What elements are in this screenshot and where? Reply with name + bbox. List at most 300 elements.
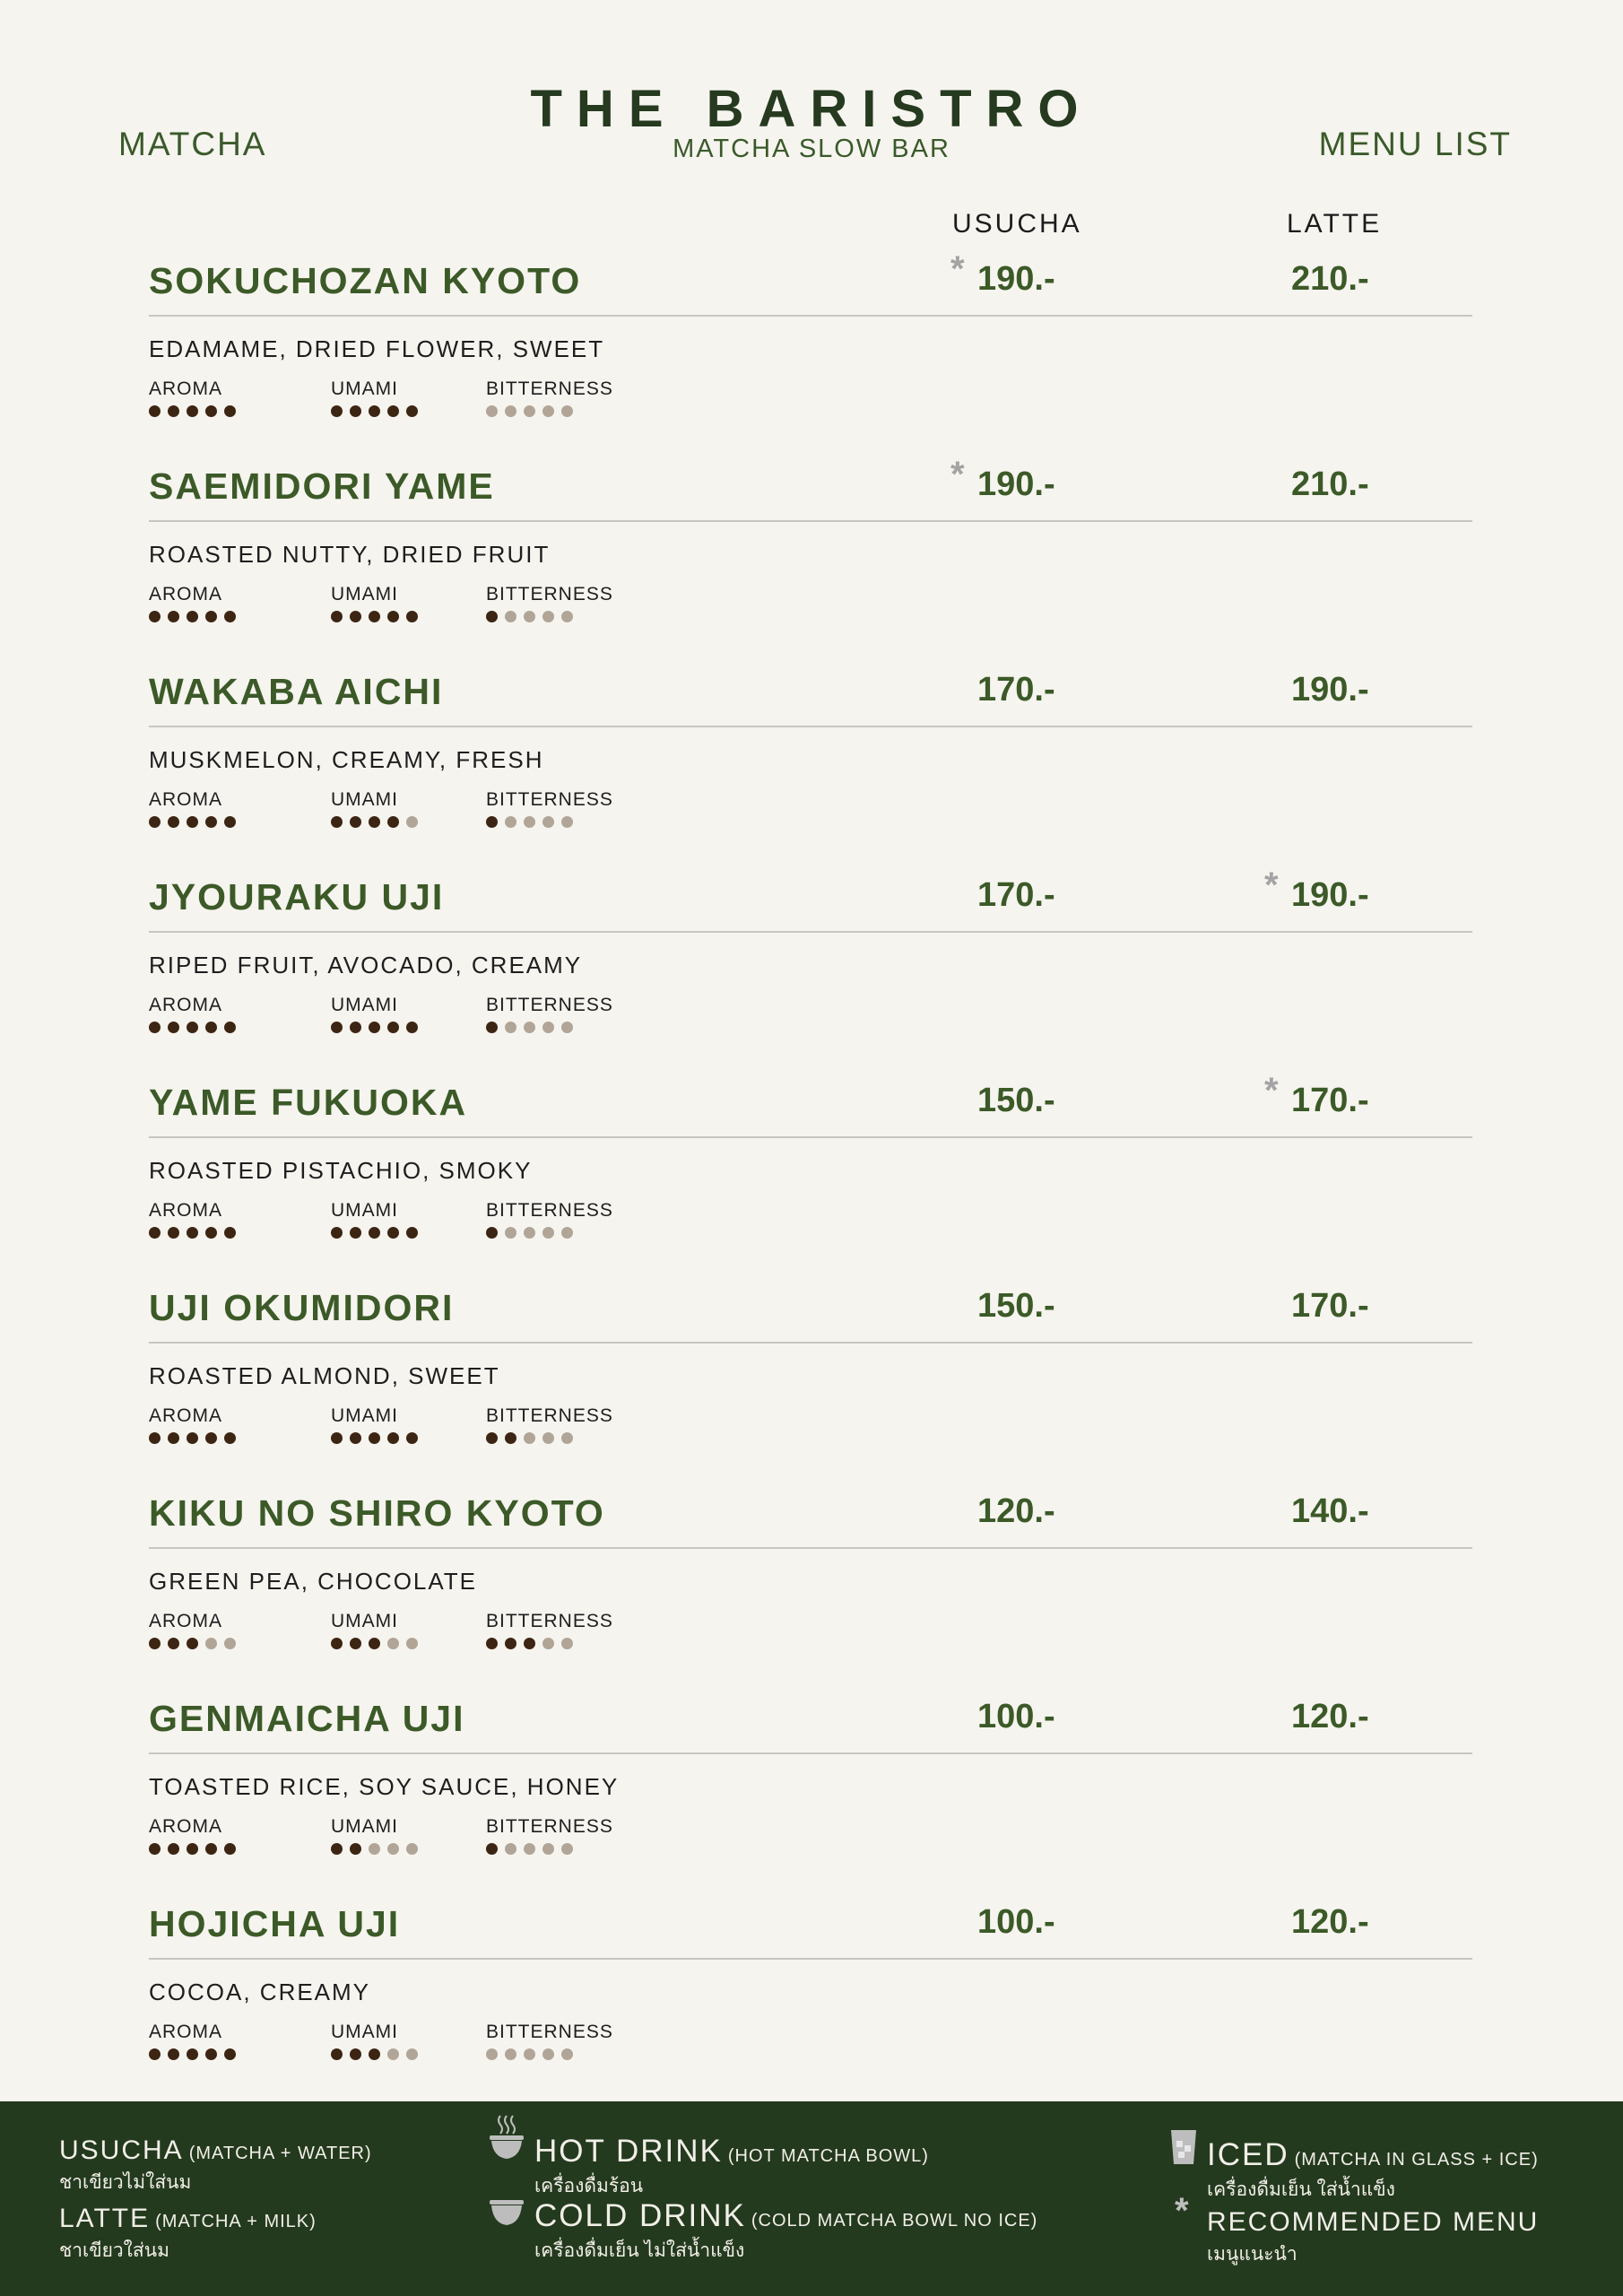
rating-bitterness-dots xyxy=(486,611,613,623)
rating-bitterness-dots xyxy=(486,2048,613,2061)
price-latte-value: 210.- xyxy=(1291,260,1369,298)
rating-bitterness-dots xyxy=(486,1638,613,1650)
divider xyxy=(149,1136,1472,1138)
rating-dot-filled xyxy=(331,1843,343,1855)
rating-dot-empty xyxy=(406,1638,418,1649)
rating-dot-filled xyxy=(406,1022,418,1033)
rating-dot-filled xyxy=(387,1227,399,1239)
rating-dot-filled xyxy=(205,1432,217,1444)
rating-aroma-label: AROMA xyxy=(149,1611,223,1631)
rating-dot-empty xyxy=(505,405,516,417)
rating-umami-dots xyxy=(331,2048,425,2061)
rating-dot-filled xyxy=(505,1638,516,1649)
tasting-notes: MUSKMELON, CREAMY, FRESH xyxy=(149,746,544,773)
rating-dot-empty xyxy=(524,1843,535,1855)
rating-dot-filled xyxy=(331,1022,343,1033)
rating-bitterness xyxy=(486,1200,613,1239)
rating-dot-filled xyxy=(331,816,343,828)
rating-aroma xyxy=(149,995,243,1034)
item-name: SAEMIDORI YAME xyxy=(149,465,495,507)
column-header-latte: LATTE xyxy=(1287,209,1383,239)
price-latte-value: 170.- xyxy=(1291,1082,1369,1119)
rating-dot-empty xyxy=(505,1227,516,1239)
item-name: GENMAICHA UJI xyxy=(149,1698,465,1739)
price-usucha-value: 150.- xyxy=(977,1082,1055,1119)
rating-dot-filled xyxy=(369,2048,380,2060)
rating-dot-filled xyxy=(224,611,236,622)
legend-latte xyxy=(59,2204,317,2266)
rating-umami xyxy=(331,1405,425,1445)
rating-dot-filled xyxy=(168,816,179,828)
legend-iced-sub: (MATCHA IN GLASS + ICE) xyxy=(1294,2150,1539,2170)
rating-dot-empty xyxy=(542,405,554,417)
rating-dot-filled xyxy=(168,1022,179,1033)
rating-dot-empty xyxy=(542,2048,554,2060)
rating-aroma-label: AROMA xyxy=(149,2022,223,2042)
rating-dot-filled xyxy=(331,611,343,622)
rating-dot-filled xyxy=(406,405,418,417)
tasting-notes: GREEN PEA, CHOCOLATE xyxy=(149,1568,478,1595)
rating-umami xyxy=(331,995,425,1034)
price-usucha xyxy=(950,249,1055,299)
rating-dot-empty xyxy=(542,1638,554,1649)
rating-umami xyxy=(331,378,425,418)
legend-latte-sub: (MATCHA + MILK) xyxy=(155,2212,317,2231)
item-name: YAME FUKUOKA xyxy=(149,1082,468,1123)
menu-item xyxy=(149,671,1472,876)
divider xyxy=(149,1547,1472,1549)
rating-aroma xyxy=(149,584,243,623)
rating-dot-empty xyxy=(524,611,535,622)
rating-dot-empty xyxy=(542,1432,554,1444)
rating-umami-label: UMAMI xyxy=(331,1200,398,1221)
rating-dot-empty xyxy=(486,2048,498,2060)
rating-bitterness-dots xyxy=(486,1227,613,1239)
rating-dot-filled xyxy=(331,405,343,417)
legend-usucha-title: USUCHA xyxy=(59,2135,184,2165)
menu-item xyxy=(149,249,1472,465)
price-usucha xyxy=(977,1082,1055,1120)
legend-latte-title: LATTE xyxy=(59,2204,151,2233)
price-latte-value: 210.- xyxy=(1291,465,1369,503)
header-left-label: MATCHA xyxy=(118,126,267,162)
rating-dot-filled xyxy=(149,1843,161,1855)
rating-dot-filled xyxy=(369,405,380,417)
rating-dot-filled xyxy=(369,611,380,622)
rating-dot-empty xyxy=(561,816,573,828)
rating-dot-filled xyxy=(149,1638,161,1649)
rating-umami-label: UMAMI xyxy=(331,378,398,399)
price-latte xyxy=(1291,465,1369,504)
legend-cold-title: COLD DRINK xyxy=(534,2198,746,2233)
rating-dot-filled xyxy=(350,1022,361,1033)
rating-dot-filled xyxy=(486,1227,498,1239)
rating-aroma-label: AROMA xyxy=(149,995,223,1015)
rating-dot-filled xyxy=(387,611,399,622)
rating-dot-filled xyxy=(205,1843,217,1855)
menu-item xyxy=(149,1287,1472,1492)
legend-hot-title: HOT DRINK xyxy=(534,2134,723,2169)
price-latte xyxy=(1291,1287,1369,1326)
rating-dot-filled xyxy=(224,816,236,828)
price-usucha xyxy=(977,1698,1055,1736)
rating-dot-empty xyxy=(524,1432,535,1444)
brand-title: THE BARISTRO xyxy=(530,80,1093,138)
rating-dot-filled xyxy=(486,1022,498,1033)
rating-dot-empty xyxy=(524,405,535,417)
rating-bitterness-label: BITTERNESS xyxy=(486,584,613,604)
rating-dot-empty xyxy=(561,1022,573,1033)
rating-bitterness-label: BITTERNESS xyxy=(486,1816,613,1837)
iced-glass-icon xyxy=(1169,2128,1198,2166)
rating-dot-filled xyxy=(168,1227,179,1239)
legend-recommended-title: RECOMMENDED MENU xyxy=(1207,2207,1540,2237)
price-usucha-value: 100.- xyxy=(977,1698,1055,1735)
item-name: SOKUCHOZAN KYOTO xyxy=(149,260,582,301)
rating-dot-filled xyxy=(406,1227,418,1239)
rating-dot-empty xyxy=(561,1227,573,1239)
rating-bitterness xyxy=(486,584,613,623)
rating-dot-empty xyxy=(369,1843,380,1855)
price-latte xyxy=(1291,1903,1369,1942)
rating-dot-empty xyxy=(505,611,516,622)
recommended-star-icon: * xyxy=(1264,1071,1279,1110)
rating-dot-empty xyxy=(486,405,498,417)
rating-umami-label: UMAMI xyxy=(331,1405,398,1426)
rating-aroma-label: AROMA xyxy=(149,378,223,399)
rating-umami xyxy=(331,584,425,623)
rating-dot-empty xyxy=(561,1432,573,1444)
legend-usucha xyxy=(59,2135,372,2197)
rating-dot-filled xyxy=(168,1638,179,1649)
rating-dot-empty xyxy=(542,1022,554,1033)
rating-dot-filled xyxy=(331,1638,343,1649)
rating-dot-filled xyxy=(350,816,361,828)
rating-dot-empty xyxy=(561,1638,573,1649)
price-latte xyxy=(1264,1071,1369,1120)
rating-dot-filled xyxy=(149,405,161,417)
recommended-star-icon: * xyxy=(950,249,965,289)
legend-usucha-sub: (MATCHA + WATER) xyxy=(188,2144,372,2163)
divider xyxy=(149,1752,1472,1754)
rating-umami-label: UMAMI xyxy=(331,789,398,810)
rating-bitterness xyxy=(486,1816,613,1856)
recommended-star-icon: * xyxy=(1264,865,1279,905)
rating-aroma-dots xyxy=(149,611,243,623)
legend-recommended-thai: เมนูแนะนำ xyxy=(1207,2244,1298,2265)
legend-recommended xyxy=(1207,2207,1539,2269)
rating-dot-filled xyxy=(187,1843,198,1855)
rating-dot-empty xyxy=(542,816,554,828)
rating-umami xyxy=(331,789,425,829)
rating-bitterness-label: BITTERNESS xyxy=(486,789,613,810)
rating-bitterness-label: BITTERNESS xyxy=(486,1611,613,1631)
price-usucha-value: 170.- xyxy=(977,876,1055,914)
rating-aroma-dots xyxy=(149,1843,243,1856)
tasting-notes: ROASTED PISTACHIO, SMOKY xyxy=(149,1157,533,1184)
divider xyxy=(149,931,1472,933)
legend-latte-thai: ชาเขียวใส่นม xyxy=(59,2240,169,2261)
rating-dot-filled xyxy=(149,611,161,622)
rating-bitterness xyxy=(486,2022,613,2061)
rating-dot-empty xyxy=(524,816,535,828)
rating-dot-filled xyxy=(387,1432,399,1444)
price-latte xyxy=(1291,1698,1369,1736)
rating-dot-filled xyxy=(406,1432,418,1444)
rating-umami-label: UMAMI xyxy=(331,995,398,1015)
menu-item xyxy=(149,1492,1472,1698)
rating-dot-empty xyxy=(524,2048,535,2060)
rating-dot-filled xyxy=(168,1843,179,1855)
rating-dot-empty xyxy=(542,611,554,622)
rating-umami-dots xyxy=(331,405,425,418)
rating-dot-filled xyxy=(350,2048,361,2060)
rating-dot-filled xyxy=(149,1432,161,1444)
rating-dot-filled xyxy=(168,611,179,622)
price-latte xyxy=(1291,1492,1369,1531)
rating-dot-filled xyxy=(168,2048,179,2060)
price-usucha xyxy=(977,876,1055,915)
column-header-usucha: USUCHA xyxy=(952,209,1082,239)
rating-dot-filled xyxy=(205,1022,217,1033)
rating-dot-empty xyxy=(224,1638,236,1649)
rating-umami-label: UMAMI xyxy=(331,1611,398,1631)
rating-dot-filled xyxy=(205,1227,217,1239)
tasting-notes: RIPED FRUIT, AVOCADO, CREAMY xyxy=(149,952,583,978)
item-name: KIKU NO SHIRO KYOTO xyxy=(149,1492,605,1534)
rating-bitterness xyxy=(486,1611,613,1650)
rating-dot-empty xyxy=(505,816,516,828)
rating-dot-filled xyxy=(331,1432,343,1444)
rating-bitterness xyxy=(486,789,613,829)
rating-bitterness-dots xyxy=(486,1432,613,1445)
rating-dot-filled xyxy=(187,1432,198,1444)
price-latte-value: 190.- xyxy=(1291,876,1369,914)
rating-dot-filled xyxy=(224,1022,236,1033)
rating-dot-filled xyxy=(369,1638,380,1649)
rating-umami-dots xyxy=(331,1843,425,1856)
tasting-notes: ROASTED ALMOND, SWEET xyxy=(149,1362,500,1389)
rating-dot-filled xyxy=(224,405,236,417)
price-usucha-value: 150.- xyxy=(977,1287,1055,1325)
tasting-notes: COCOA, CREAMY xyxy=(149,1979,371,2005)
rating-dot-empty xyxy=(505,1843,516,1855)
price-latte-value: 190.- xyxy=(1291,671,1369,709)
rating-dot-filled xyxy=(486,611,498,622)
rating-dot-filled xyxy=(205,611,217,622)
rating-dot-filled xyxy=(149,2048,161,2060)
rating-dot-empty xyxy=(561,405,573,417)
rating-dot-filled xyxy=(224,1227,236,1239)
price-latte-value: 120.- xyxy=(1291,1903,1369,1941)
rating-dot-filled xyxy=(486,1432,498,1444)
rating-umami-dots xyxy=(331,1432,425,1445)
price-usucha xyxy=(977,1287,1055,1326)
rating-dot-empty xyxy=(205,1638,217,1649)
divider xyxy=(149,315,1472,317)
rating-dot-empty xyxy=(542,1843,554,1855)
legend-hot-sub: (HOT MATCHA BOWL) xyxy=(727,2146,929,2166)
rating-dot-empty xyxy=(561,2048,573,2060)
rating-dot-filled xyxy=(350,1638,361,1649)
rating-dot-filled xyxy=(369,1022,380,1033)
rating-bitterness-dots xyxy=(486,405,613,418)
price-latte xyxy=(1291,260,1369,299)
rating-aroma-dots xyxy=(149,1022,243,1034)
legend-iced-title: ICED xyxy=(1207,2137,1289,2172)
rating-dot-filled xyxy=(187,816,198,828)
item-name: UJI OKUMIDORI xyxy=(149,1287,455,1328)
rating-dot-empty xyxy=(505,2048,516,2060)
rating-dot-empty xyxy=(387,2048,399,2060)
item-name: JYOURAKU UJI xyxy=(149,876,445,918)
rating-bitterness xyxy=(486,1405,613,1445)
rating-dot-filled xyxy=(224,1843,236,1855)
cold-bowl-icon xyxy=(488,2198,525,2229)
rating-bitterness-dots xyxy=(486,1843,613,1856)
rating-dot-filled xyxy=(387,816,399,828)
price-usucha xyxy=(950,455,1055,504)
rating-aroma-dots xyxy=(149,1432,243,1445)
rating-dot-empty xyxy=(542,1227,554,1239)
rating-dot-filled xyxy=(149,816,161,828)
rating-dot-filled xyxy=(350,1227,361,1239)
header-right-label: MENU LIST xyxy=(1318,126,1512,162)
rating-aroma xyxy=(149,1200,243,1239)
item-name: HOJICHA UJI xyxy=(149,1903,401,1944)
rating-umami-dots xyxy=(331,1022,425,1034)
rating-aroma xyxy=(149,1816,243,1856)
rating-dot-filled xyxy=(486,1638,498,1649)
rating-umami-label: UMAMI xyxy=(331,2022,398,2042)
rating-dot-filled xyxy=(149,1227,161,1239)
rating-dot-filled xyxy=(350,1432,361,1444)
rating-dot-filled xyxy=(331,1227,343,1239)
rating-aroma-label: AROMA xyxy=(149,789,223,810)
rating-aroma-dots xyxy=(149,1227,243,1239)
rating-dot-filled xyxy=(168,1432,179,1444)
rating-aroma-label: AROMA xyxy=(149,1200,223,1221)
menu-item xyxy=(149,865,1472,1082)
divider xyxy=(149,726,1472,727)
price-usucha-value: 100.- xyxy=(977,1903,1055,1941)
divider xyxy=(149,1342,1472,1344)
rating-dot-filled xyxy=(149,1022,161,1033)
price-latte xyxy=(1291,671,1369,709)
rating-aroma xyxy=(149,1611,243,1650)
rating-dot-filled xyxy=(369,1227,380,1239)
rating-umami-dots xyxy=(331,816,425,829)
legend-cold xyxy=(534,2198,1037,2266)
rating-dot-filled xyxy=(406,611,418,622)
rating-aroma-label: AROMA xyxy=(149,584,223,604)
rating-dot-filled xyxy=(387,1022,399,1033)
rating-dot-filled xyxy=(224,2048,236,2060)
rating-aroma-dots xyxy=(149,405,243,418)
rating-aroma-label: AROMA xyxy=(149,1405,223,1426)
rating-dot-filled xyxy=(350,1843,361,1855)
price-latte-value: 170.- xyxy=(1291,1287,1369,1325)
price-usucha xyxy=(977,1903,1055,1942)
tasting-notes: EDAMAME, DRIED FLOWER, SWEET xyxy=(149,335,605,362)
rating-dot-filled xyxy=(387,405,399,417)
price-latte-value: 120.- xyxy=(1291,1698,1369,1735)
legend-cold-sub: (COLD MATCHA BOWL NO ICE) xyxy=(751,2211,1038,2231)
hot-bowl-icon xyxy=(488,2114,525,2162)
rating-dot-filled xyxy=(350,611,361,622)
rating-umami xyxy=(331,1816,425,1856)
rating-umami-dots xyxy=(331,1227,425,1239)
rating-dot-filled xyxy=(524,1638,535,1649)
rating-dot-filled xyxy=(187,405,198,417)
price-usucha-value: 190.- xyxy=(977,260,1055,298)
rating-dot-filled xyxy=(505,1432,516,1444)
rating-dot-empty xyxy=(406,1843,418,1855)
rating-dot-filled xyxy=(369,1432,380,1444)
rating-umami xyxy=(331,1200,425,1239)
rating-dot-filled xyxy=(187,1227,198,1239)
rating-dot-empty xyxy=(561,611,573,622)
rating-bitterness-label: BITTERNESS xyxy=(486,1405,613,1426)
rating-bitterness xyxy=(486,378,613,418)
rating-dot-filled xyxy=(205,816,217,828)
rating-dot-filled xyxy=(168,405,179,417)
rating-dot-empty xyxy=(524,1022,535,1033)
rating-dot-empty xyxy=(524,1227,535,1239)
rating-dot-filled xyxy=(224,1432,236,1444)
price-usucha-value: 120.- xyxy=(977,1492,1055,1530)
rating-dot-empty xyxy=(387,1638,399,1649)
rating-umami xyxy=(331,1611,425,1650)
legend-cold-thai: เครื่องดื่มเย็น ไม่ใส่น้ำแข็ง xyxy=(534,2240,745,2261)
brand-subtitle: MATCHA SLOW BAR xyxy=(673,135,950,163)
rating-dot-empty xyxy=(406,2048,418,2060)
rating-dot-empty xyxy=(387,1843,399,1855)
rating-bitterness-label: BITTERNESS xyxy=(486,378,613,399)
legend-iced xyxy=(1207,2137,1539,2205)
price-usucha xyxy=(977,671,1055,709)
item-name: WAKABA AICHI xyxy=(149,671,444,712)
rating-aroma xyxy=(149,1405,243,1445)
menu-item xyxy=(149,1903,1472,2109)
rating-aroma xyxy=(149,378,243,418)
legend-hot xyxy=(534,2134,929,2201)
divider xyxy=(149,520,1472,522)
tasting-notes: TOASTED RICE, SOY SAUCE, HONEY xyxy=(149,1773,620,1800)
rating-dot-filled xyxy=(369,816,380,828)
rating-dot-empty xyxy=(406,816,418,828)
rating-bitterness-dots xyxy=(486,816,613,829)
rating-dot-filled xyxy=(205,405,217,417)
rating-bitterness-label: BITTERNESS xyxy=(486,2022,613,2042)
rating-umami-label: UMAMI xyxy=(331,584,398,604)
rating-dot-filled xyxy=(331,2048,343,2060)
rating-dot-empty xyxy=(561,1843,573,1855)
rating-dot-filled xyxy=(350,405,361,417)
rating-umami xyxy=(331,2022,425,2061)
rating-bitterness-label: BITTERNESS xyxy=(486,995,613,1015)
rating-bitterness-dots xyxy=(486,1022,613,1034)
rating-bitterness xyxy=(486,995,613,1034)
price-latte-value: 140.- xyxy=(1291,1492,1369,1530)
rating-dot-filled xyxy=(486,816,498,828)
rating-umami-label: UMAMI xyxy=(331,1816,398,1837)
legend-footer xyxy=(0,2101,1623,2296)
rating-aroma-label: AROMA xyxy=(149,1816,223,1837)
rating-dot-filled xyxy=(187,2048,198,2060)
rating-dot-filled xyxy=(486,1843,498,1855)
menu-item xyxy=(149,455,1472,671)
